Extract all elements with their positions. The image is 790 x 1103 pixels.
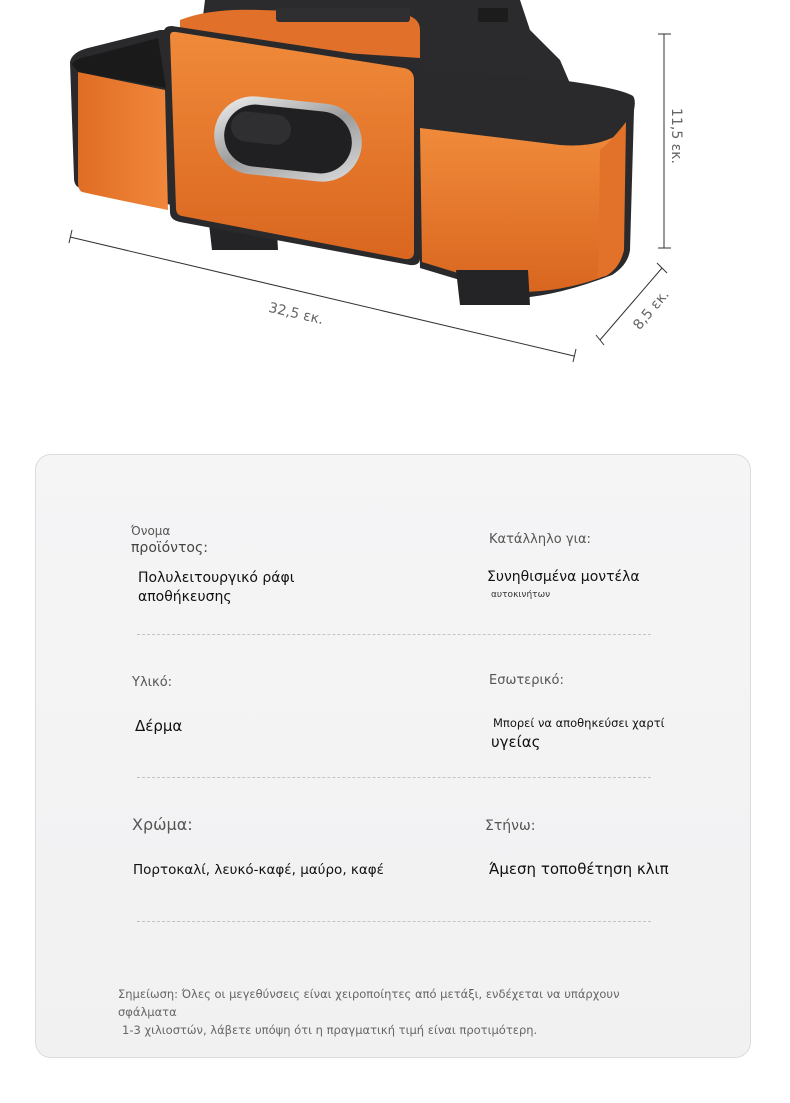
disclaimer-note (118, 985, 678, 1039)
material-value: Δέρμα (135, 717, 183, 735)
product-name-value-line2: αποθήκευσης (138, 589, 232, 605)
suitable-for-value-line2: αυτοκινήτων (491, 590, 551, 600)
suitable-for-label: Κατάλληλο για: (489, 532, 591, 547)
mount-value: Άμεση τοποθέτηση κλιπ (489, 860, 669, 878)
specifications-card (35, 454, 751, 1058)
depth-dimension-label: 8,5 εκ. (630, 286, 673, 334)
color-value: Πορτοκαλί, λευκό-καφέ, μαύρο, καφέ (133, 862, 384, 878)
divider (137, 921, 651, 922)
interior-value-line2: υγείας (491, 733, 541, 751)
disclaimer-line2: 1-3 χιλιοστών, λάβετε υπόψη ότι η πραγματική τιμή είναι προτιμότερη. (122, 1023, 538, 1037)
divider (137, 777, 651, 778)
color-label: Χρώμα: (132, 815, 193, 834)
height-dimension-label: 11,5 εκ. (667, 108, 684, 164)
product-name-value-line1: Πολυλειτουργικό ράφι (138, 570, 295, 586)
divider (137, 634, 651, 635)
suitable-for-value-line1: Συνηθισμένα μοντέλα (487, 569, 640, 585)
mount-label: Στήνω: (485, 818, 536, 834)
interior-label: Εσωτερικό: (489, 673, 564, 688)
product-name-label-line2: προϊόντος: (131, 540, 208, 556)
width-dimension-label: 32,5 εκ. (266, 299, 325, 329)
interior-value-line1: Μπορεί να αποθηκεύσει χαρτί (493, 716, 665, 730)
car-storage-organizer-image (0, 0, 790, 400)
material-label: Υλικό: (132, 675, 173, 690)
product-illustration (0, 0, 790, 400)
disclaimer-line1: Σημείωση: Όλες οι μεγεθύνσεις είναι χειροποίητες από μετάξι, ενδέχεται να υπάρχουν σφάλματα (118, 987, 620, 1019)
product-name-label-line1: Όνομα (131, 524, 171, 538)
